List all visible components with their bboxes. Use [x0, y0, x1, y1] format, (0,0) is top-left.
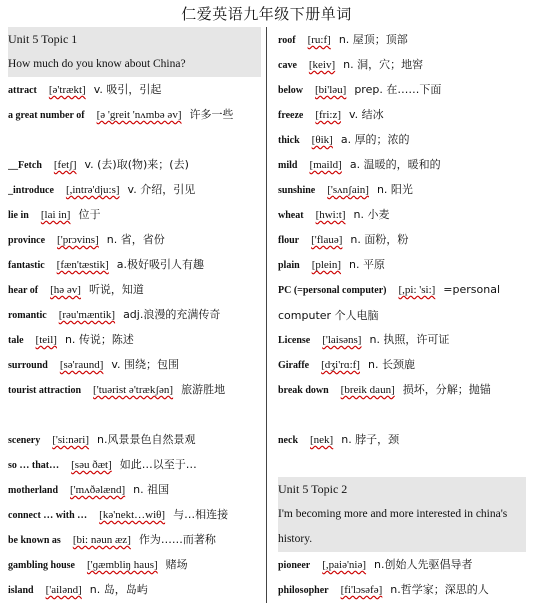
- vocab-row: [278, 577, 526, 602]
- vocab-phonetic: [ru:f]: [307, 34, 331, 46]
- vocab-phonetic: [bi: nəun æz]: [72, 534, 131, 546]
- vocab-phonetic: [səu ðæt]: [71, 459, 112, 471]
- vocab-phonetic: [sə'raund]: [59, 359, 104, 371]
- vocab-word: roof: [278, 35, 296, 46]
- vocab-row: [8, 477, 261, 502]
- vocab-word: scenery: [8, 435, 41, 446]
- vocab-row: [278, 102, 526, 127]
- vocab-phonetic: [hə əv]: [50, 284, 81, 296]
- vocab-word: hear of: [8, 285, 39, 296]
- vocab-definition: v. 介绍，引见: [127, 183, 196, 196]
- vocab-row: [8, 327, 261, 352]
- vocab-phonetic: [bi'ləu]: [315, 84, 347, 96]
- vocab-phonetic: [teil]: [35, 334, 57, 346]
- vocab-definition: v. 围绕；包围: [111, 358, 180, 371]
- vocab-phonetic: [fri:z]: [315, 109, 341, 121]
- vocab-phonetic: [,pi: 'si:]: [398, 284, 436, 296]
- vocab-definition: n. 阳光: [376, 183, 413, 196]
- vocab-definition: n. 祖国: [133, 483, 170, 496]
- vocab-row: [8, 452, 261, 477]
- vocab-row: [278, 152, 526, 177]
- sentence-text: I'm becoming more and more interested in china's history.: [278, 508, 508, 545]
- vocab-definition: n. 传说；陈述: [64, 333, 134, 346]
- vocab-row: [278, 427, 526, 452]
- vocab-row: [8, 552, 261, 577]
- vocab-phonetic: ['prɔvins]: [57, 234, 99, 246]
- vocab-definition: =personal computer 个人电脑: [278, 283, 501, 322]
- vocab-word: wheat: [278, 210, 304, 221]
- vocab-definition: n. 小麦: [353, 208, 390, 221]
- section-heading: [278, 477, 526, 502]
- section-label: Unit 5 Topic 2: [278, 482, 348, 496]
- vocab-definition: 许多一些: [189, 108, 234, 121]
- vocab-row: [278, 77, 526, 102]
- vocab-row: [278, 252, 526, 277]
- vocab-definition: a. 厚的；浓的: [340, 133, 410, 146]
- vocab-word: be known as: [8, 535, 61, 546]
- vocab-word: island: [8, 585, 34, 596]
- vocab-word: License: [278, 335, 311, 346]
- vocab-definition: 听说，知道: [88, 283, 144, 296]
- vocab-row: [278, 127, 526, 152]
- vocab-word: break down: [278, 385, 329, 396]
- vocab-phonetic: ['laisəns]: [322, 334, 362, 346]
- vocab-phonetic: [ə'trækt]: [48, 84, 86, 96]
- vocab-row: [278, 227, 526, 252]
- vocab-phonetic: [fæn'tæstik]: [56, 259, 109, 271]
- vocab-phonetic: ['ɡæmbliŋ haus]: [86, 559, 158, 571]
- vocab-row: [278, 277, 526, 327]
- vocab-definition: 赌场: [165, 558, 188, 571]
- vocab-definition: n. 执照，许可证: [369, 333, 450, 346]
- vocab-phonetic: [hwi:t]: [315, 209, 346, 221]
- vocab-word: PC (=personal computer): [278, 285, 387, 296]
- vocab-definition: v. 吸引，引起: [93, 83, 162, 96]
- vocab-row: [278, 327, 526, 352]
- vocab-definition: n.风景景色自然景观: [97, 433, 196, 446]
- vocab-definition: n. 平原: [349, 258, 385, 271]
- vocab-phonetic: [maild]: [309, 159, 342, 171]
- vocab-definition: n.哲学家；深思的人: [390, 583, 489, 596]
- vocab-word: sunshine: [278, 185, 316, 196]
- vocab-word: gambling house: [8, 560, 75, 571]
- vocab-word: __Fetch: [8, 160, 42, 171]
- vocab-definition: n. 面粉，粉: [350, 233, 409, 246]
- vocab-definition: prep. 在……下面: [354, 83, 442, 96]
- vocab-definition: n. 省，省份: [106, 233, 165, 246]
- vocab-row: [278, 27, 526, 52]
- vocab-word: province: [8, 235, 46, 246]
- vocab-word: lie in: [8, 210, 29, 221]
- vocab-word: Giraffe: [278, 360, 310, 371]
- vocab-row: [8, 502, 261, 527]
- vocab-word: attract: [8, 85, 37, 96]
- vocab-word: surround: [8, 360, 48, 371]
- vocab-definition: n. 脖子，颈: [341, 433, 400, 446]
- vocab-row: [8, 277, 261, 302]
- vocab-definition: n. 洞，穴；地窖: [343, 58, 424, 71]
- vocab-phonetic: [ə 'greit 'nʌmbə əv]: [96, 109, 182, 121]
- vocab-word: mild: [278, 160, 298, 171]
- vocab-row: [8, 152, 261, 177]
- vocab-row: [8, 352, 261, 377]
- vocab-definition: 旅游胜地: [181, 383, 226, 396]
- vocab-word: tourist attraction: [8, 385, 82, 396]
- vocab-word: flour: [278, 235, 300, 246]
- vocab-row: [8, 527, 261, 552]
- vocab-word: pioneer: [278, 560, 311, 571]
- section-label: Unit 5 Topic 1: [8, 32, 78, 46]
- vocab-row: [8, 252, 261, 277]
- vocab-row: [8, 427, 261, 452]
- vocab-phonetic: [nek]: [310, 434, 334, 446]
- vocab-word: cave: [278, 60, 297, 71]
- vocab-phonetic: ['tuərist ə'trækʃən]: [93, 384, 174, 396]
- vocab-phonetic: [kə'nekt…wiθ]: [99, 509, 166, 521]
- vocab-row: [278, 202, 526, 227]
- vocab-phonetic: [fi'lɔsəfə]: [340, 584, 383, 596]
- vocab-word: thick: [278, 135, 300, 146]
- vocab-phonetic: ['flauə]: [311, 234, 343, 246]
- vocab-row: [278, 552, 526, 577]
- vocab-word: connect … with …: [8, 510, 88, 521]
- vocab-phonetic: ['ailənd]: [45, 584, 82, 596]
- vocab-definition: 作为……而著称: [138, 533, 216, 546]
- vocab-word: neck: [278, 435, 298, 446]
- vocab-row: [278, 52, 526, 77]
- vocab-phonetic: ['mʌðəlænd]: [70, 484, 126, 496]
- vocab-row: [8, 302, 261, 327]
- vocab-phonetic: [rəu'mæntik]: [58, 309, 116, 321]
- vocab-word: a great number of: [8, 110, 85, 121]
- vocab-phonetic: [lai in]: [40, 209, 71, 221]
- vocab-word: motherland: [8, 485, 58, 496]
- vocab-word: below: [278, 85, 303, 96]
- vocab-definition: adj.浪漫的充满传奇: [123, 308, 221, 321]
- vocab-definition: 如此…以至于…: [119, 458, 197, 471]
- phrase-text: How much do you know about China?: [8, 58, 186, 70]
- vocab-word: romantic: [8, 310, 47, 321]
- vocab-word: fantastic: [8, 260, 45, 271]
- vocab-phonetic: ['si:nəri]: [52, 434, 90, 446]
- vocab-definition: 位于: [78, 208, 101, 221]
- vocab-word: plain: [278, 260, 300, 271]
- vocab-phonetic: [θik]: [311, 134, 333, 146]
- vocab-definition: v. (去)取(物)来；(去): [84, 158, 189, 171]
- vocab-phonetic: [,paiə'niə]: [322, 559, 367, 571]
- vocab-row: [278, 352, 526, 377]
- vocab-row: [8, 77, 261, 102]
- vocab-word: freeze: [278, 110, 304, 121]
- vocab-definition: v. 结冰: [349, 108, 384, 121]
- vocab-phonetic: [fetʃ]: [53, 159, 77, 171]
- vocab-definition: n. 长颈鹿: [367, 358, 415, 371]
- vocab-row: [278, 177, 526, 202]
- vocab-row: [8, 177, 261, 202]
- vocab-phonetic: [dʒi'rɑ:f]: [321, 359, 360, 371]
- vocab-phonetic: [breik daun]: [340, 384, 395, 396]
- column-divider: [266, 27, 267, 603]
- vocab-definition: a.极好吸引人有趣: [116, 258, 205, 271]
- vocab-phonetic: [keiv]: [308, 59, 336, 71]
- vocab-phonetic: ['sʌnʃain]: [327, 184, 369, 196]
- vocab-definition: n.创始人先驱倡导者: [374, 558, 473, 571]
- topic-phrase: [8, 52, 261, 77]
- vocab-definition: a. 温暖的，暖和的: [349, 158, 441, 171]
- vocab-row: [278, 377, 526, 427]
- right-column: [278, 27, 526, 602]
- vocab-definition: n. 岛，岛屿: [89, 583, 148, 596]
- vocab-row: [8, 577, 261, 602]
- vocab-word: _introduce: [8, 185, 54, 196]
- page-title: 仁爱英语九年级下册单词: [181, 5, 352, 23]
- vocab-phonetic: [plein]: [311, 259, 342, 271]
- vocab-definition: n. 屋顶；顶部: [338, 33, 408, 46]
- vocab-definition: 损坏，分解；抛锚: [402, 383, 491, 396]
- vocab-row: [8, 377, 261, 427]
- vocab-word: so … that…: [8, 460, 60, 471]
- vocab-row: [8, 202, 261, 227]
- section-heading: [8, 27, 261, 52]
- vocab-row: [8, 102, 261, 152]
- vocab-phonetic: [,intrə'dju:s]: [65, 184, 120, 196]
- vocab-word: philosopher: [278, 585, 329, 596]
- topic-sentence: [278, 502, 526, 552]
- vocab-word: tale: [8, 335, 24, 346]
- vocab-definition: 与…相连接: [173, 508, 229, 521]
- blank-line: [278, 452, 526, 477]
- left-column: [8, 27, 261, 602]
- vocab-row: [8, 227, 261, 252]
